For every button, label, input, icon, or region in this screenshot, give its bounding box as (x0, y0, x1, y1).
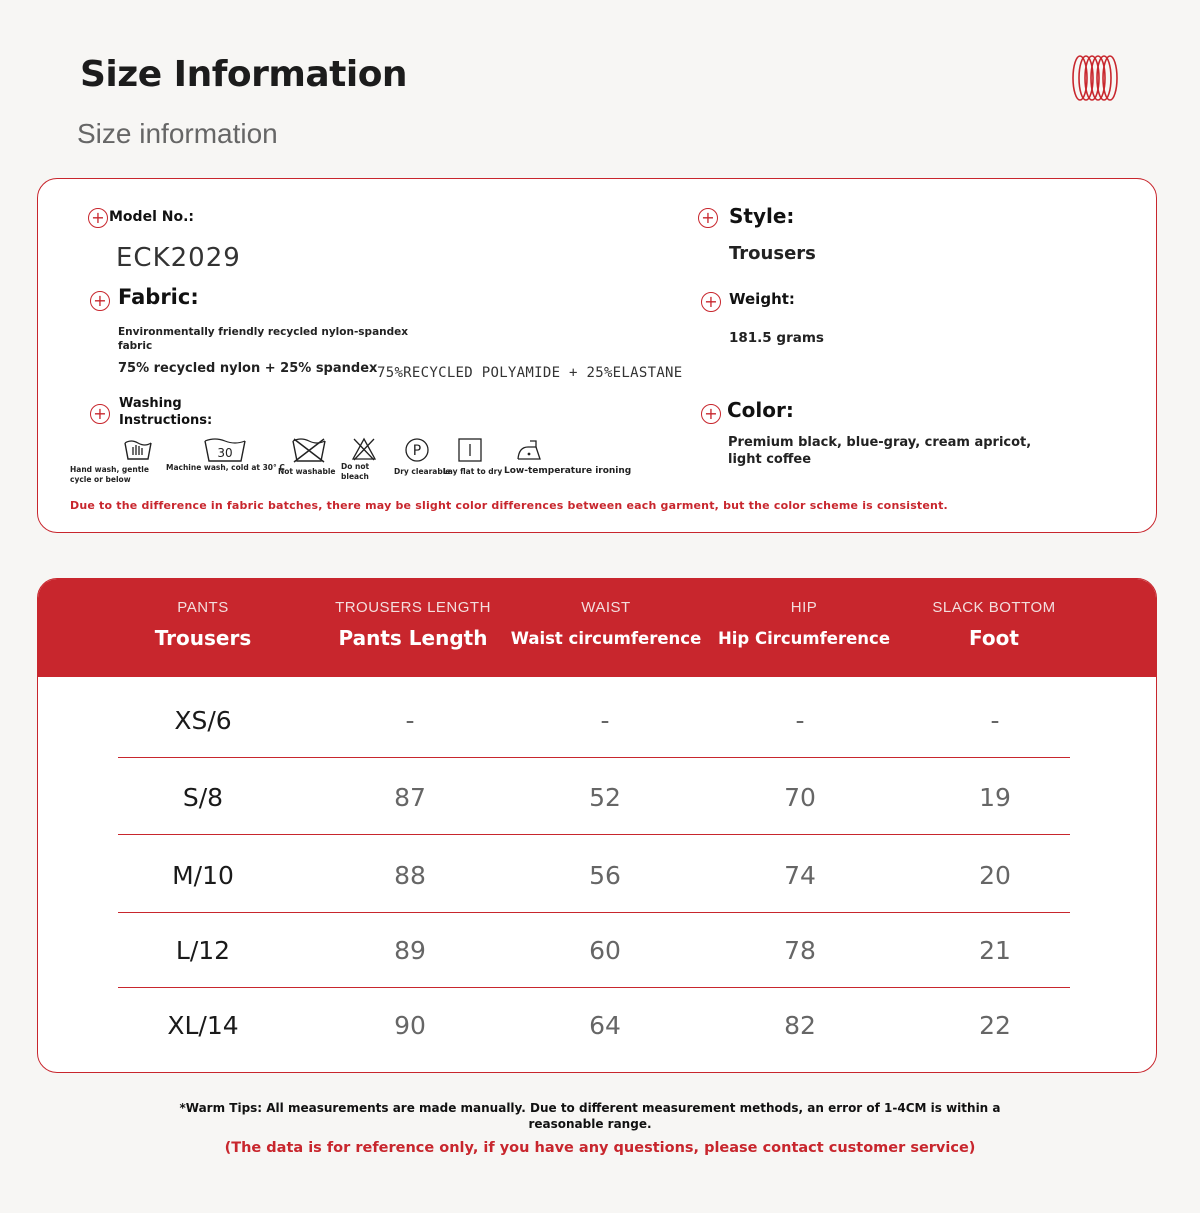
page-subtitle: Size information (77, 118, 278, 149)
hip-cell: 78 (784, 936, 816, 965)
plus-icon: + (701, 404, 721, 424)
table-row (118, 913, 1070, 988)
hip-cell: - (795, 706, 805, 735)
table-row (118, 760, 1070, 835)
plus-icon: + (90, 404, 110, 424)
hip-cell: 82 (784, 1011, 816, 1040)
size-table-header: PANTS Trousers TROUSERS LENGTH Pants Length WAIST Waist circumference HIP Hip Circumference SLACK BOTTOM Foot (38, 579, 1156, 677)
wash-care-icons (68, 437, 708, 487)
fabric-label: Fabric: (118, 285, 199, 309)
svg-text:30: 30 (217, 446, 233, 460)
color-difference-note: Due to the difference in fabric batches, there may be slight color differences between each garment, but the color scheme is consistent. (70, 499, 948, 512)
lay-flat-dry-icon (456, 437, 484, 463)
plus-icon: + (88, 208, 108, 228)
length-cell: 90 (394, 1011, 426, 1040)
style-label: Style: (729, 204, 795, 228)
dry-clean-caption: Dry clearable (394, 467, 451, 476)
low-temp-iron-caption: Low-temperature ironing (504, 466, 632, 476)
size-cell: S/8 (182, 783, 224, 812)
color-value: Premium black, blue-gray, cream apricot, light coffee (728, 435, 1032, 467)
do-not-bleach-icon (349, 437, 379, 461)
length-cell: 88 (394, 861, 426, 890)
plus-icon: + (90, 291, 110, 311)
foot-cell: 22 (979, 1011, 1011, 1040)
foot-cell: 20 (979, 861, 1011, 890)
svg-text:P: P (412, 443, 422, 459)
color-label: Color: (727, 398, 794, 422)
dry-clean-p-icon (402, 437, 432, 463)
length-cell: 89 (394, 936, 426, 965)
size-cell: L/12 (175, 936, 231, 965)
waist-cell: 52 (589, 783, 621, 812)
weight-value: 181.5 grams (729, 330, 824, 346)
waist-cell: 64 (589, 1011, 621, 1040)
fabric-composition-en: 75%RECYCLED POLYAMIDE + 25%ELASTANE (377, 365, 683, 381)
low-temp-iron-icon (514, 437, 544, 463)
length-cell: 87 (394, 783, 426, 812)
size-cell: XS/6 (174, 706, 232, 735)
length-cell: - (405, 706, 415, 735)
hip-cell: 70 (784, 783, 816, 812)
size-cell: XL/14 (167, 1011, 239, 1040)
style-value: Trousers (729, 243, 816, 264)
do-not-wash-icon (290, 437, 328, 463)
waist-cell: - (600, 706, 610, 735)
table-row (118, 838, 1070, 913)
measurement-tips: *Warm Tips: All measurements are made manually. Due to different measurement methods, an error of 1-4CM is within a reasonable range. (179, 1101, 1001, 1131)
not-washable-caption: Not washable (278, 467, 336, 476)
lay-flat-caption: Lay flat to dry (443, 467, 503, 476)
hand-wash-caption: Hand wash, gentle cycle or below (70, 465, 149, 484)
machine-wash-caption: Machine wash, cold at 30° C (166, 463, 285, 472)
page-title: Size Information (80, 54, 408, 95)
model-value: ECK2029 (116, 243, 241, 273)
waist-cell: 60 (589, 936, 621, 965)
plus-icon: + (698, 208, 718, 228)
weight-label: Weight: (729, 290, 795, 308)
table-row (118, 988, 1070, 1063)
fabric-description: Environmentally friendly recycled nylon-spandex fabric (118, 326, 409, 352)
machine-wash-30-icon (202, 437, 248, 463)
size-table (37, 578, 1157, 1073)
no-bleach-caption: Do not bleach (341, 462, 370, 481)
foot-cell: 19 (979, 783, 1011, 812)
fabric-composition: 75% recycled nylon + 25% spandex (118, 361, 378, 376)
row-divider (118, 757, 1070, 759)
plus-icon: + (701, 292, 721, 312)
ring-coil-logo-icon (1070, 53, 1122, 103)
washing-label: Washing Instructions: (119, 396, 213, 428)
foot-cell: - (990, 706, 1000, 735)
model-label: Model No.: (109, 209, 194, 225)
foot-cell: 21 (979, 936, 1011, 965)
reference-note: (The data is for reference only, if you have any questions, please contact customer service) (224, 1140, 976, 1156)
product-info-card (37, 178, 1157, 533)
hand-wash-icon (120, 437, 156, 463)
waist-cell: 56 (589, 861, 621, 890)
size-cell: M/10 (172, 861, 234, 890)
table-row (118, 683, 1070, 758)
row-divider (118, 834, 1070, 836)
hip-cell: 74 (784, 861, 816, 890)
